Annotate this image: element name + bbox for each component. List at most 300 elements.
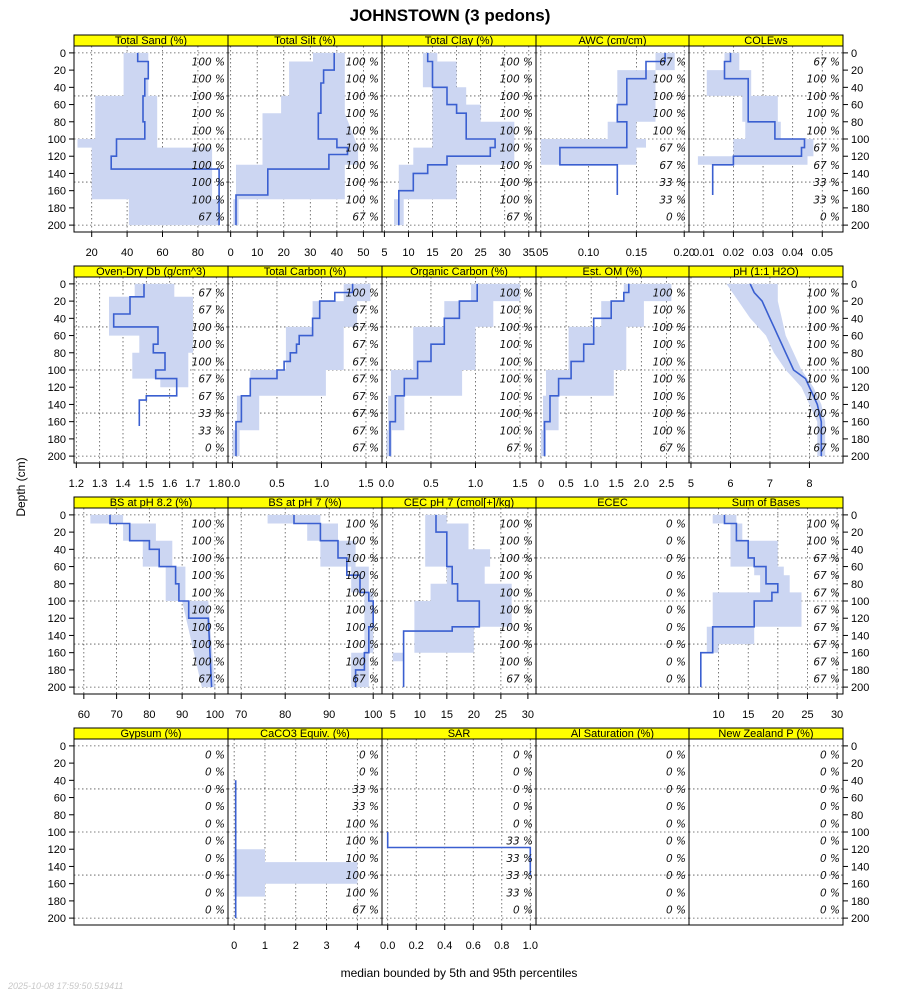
contributing-label: 67 % — [352, 408, 379, 421]
x-tick-label: 80 — [279, 709, 292, 721]
x-tick-label: 15 — [426, 247, 439, 259]
panel-title: SAR — [447, 728, 471, 740]
contributing-label: 67 % — [813, 604, 840, 617]
contributing-label: 100 % — [499, 425, 533, 438]
x-tick-label: 5 — [389, 709, 396, 721]
contributing-label: 100 % — [345, 587, 379, 600]
x-tick-label: 30 — [521, 709, 535, 721]
contributing-label: 67 % — [813, 621, 840, 634]
depth-tick-label-left: 140 — [47, 168, 66, 181]
contributing-label: 100 % — [806, 535, 840, 548]
contributing-label: 100 % — [499, 73, 533, 86]
contributing-label: 67 % — [352, 339, 379, 352]
contributing-label: 100 % — [499, 304, 533, 317]
contributing-label: 100 % — [499, 518, 533, 531]
contributing-label: 100 % — [652, 287, 686, 300]
x-tick-label: 1.2 — [68, 478, 84, 490]
depth-tick-label-left: 140 — [47, 861, 66, 874]
contributing-label: 100 % — [345, 656, 379, 669]
contributing-label: 100 % — [499, 321, 533, 334]
x-tick-label: 15 — [440, 709, 453, 721]
contributing-label: 67 % — [198, 304, 225, 317]
x-tick-label: 1 — [261, 940, 269, 952]
contributing-label: 100 % — [806, 408, 840, 421]
depth-tick-label-left: 0 — [59, 740, 66, 753]
depth-tick-label-right: 0 — [851, 509, 858, 522]
contributing-label: 0 % — [666, 518, 686, 531]
contributing-label: 100 % — [806, 304, 840, 317]
x-tick-label: 0.01 — [693, 247, 715, 259]
contributing-label: 100 % — [499, 108, 533, 121]
depth-tick-label-right: 200 — [851, 220, 870, 233]
depth-tick-label-left: 100 — [47, 596, 66, 608]
panel-title: Total Silt (%) — [274, 35, 336, 47]
x-tick-label: 15 — [742, 709, 755, 721]
x-tick-label: 30 — [304, 247, 317, 259]
depth-tick-label-left: 140 — [47, 399, 66, 412]
contributing-label: 67 % — [659, 56, 686, 69]
contributing-label: 33 % — [659, 177, 686, 190]
panel-title: CaCO3 Equiv. (%) — [260, 728, 350, 740]
depth-tick-label-left: 40 — [53, 544, 66, 557]
x-tick-label: 4 — [354, 940, 361, 952]
contributing-label: 67 % — [198, 211, 225, 224]
x-tick-label: 40 — [120, 247, 134, 259]
contributing-label: 67 % — [813, 570, 840, 583]
depth-tick-label-left: 160 — [47, 185, 66, 198]
contributing-label: 0 % — [513, 904, 533, 917]
contributing-label: 0 % — [666, 766, 686, 779]
contributing-label: 100 % — [191, 73, 225, 86]
contributing-label: 67 % — [813, 142, 840, 155]
contributing-label: 0 % — [513, 749, 533, 762]
contributing-label: 100 % — [191, 177, 225, 190]
depth-tick-label-left: 20 — [53, 65, 66, 78]
contributing-label: 100 % — [499, 142, 533, 155]
contributing-label: 0 % — [666, 656, 686, 669]
x-tick-label: 8 — [806, 478, 813, 490]
depth-tick-label-left: 100 — [47, 365, 66, 377]
x-tick-label: 90 — [323, 709, 336, 721]
contributing-label: 100 % — [806, 125, 840, 138]
depth-tick-label-right: 80 — [851, 578, 864, 591]
contributing-label: 0 % — [820, 749, 840, 762]
depth-tick-label-right: 120 — [851, 151, 870, 164]
panel-title: Total Carbon (%) — [263, 266, 347, 278]
panel-title: Oven-Dry Db (g/cm^3) — [96, 266, 206, 278]
contributing-label: 100 % — [499, 177, 533, 190]
x-tick-label: 0.20 — [673, 247, 695, 259]
x-tick-label: 10 — [413, 709, 426, 721]
depth-tick-label-left: 0 — [59, 509, 66, 522]
depth-tick-label-right: 60 — [851, 792, 864, 805]
depth-tick-label-left: 80 — [53, 809, 66, 822]
contributing-label: 33 % — [813, 177, 840, 190]
depth-tick-label-left: 180 — [47, 895, 66, 908]
contributing-label: 100 % — [499, 90, 533, 103]
x-tick-label: 0.0 — [378, 478, 395, 490]
contributing-label: 100 % — [652, 125, 686, 138]
contributing-label: 67 % — [506, 673, 533, 686]
contributing-label: 100 % — [499, 287, 533, 300]
timestamp: 2025-10-08 17:59:50.519411 — [8, 981, 124, 991]
contributing-label: 67 % — [352, 321, 379, 334]
depth-tick-label-right: 180 — [851, 664, 870, 677]
contributing-label: 100 % — [499, 639, 533, 652]
depth-tick-label-left: 120 — [47, 382, 66, 395]
depth-tick-label-right: 120 — [851, 613, 870, 626]
contributing-label: 100 % — [499, 570, 533, 583]
depth-tick-label-left: 100 — [47, 134, 66, 146]
contributing-label: 100 % — [652, 425, 686, 438]
contributing-label: 0 % — [513, 783, 533, 796]
contributing-label: 0 % — [666, 535, 686, 548]
panel-title: pH (1:1 H2O) — [733, 266, 799, 278]
contributing-label: 0 % — [666, 835, 686, 848]
contributing-label: 100 % — [499, 408, 533, 421]
contributing-label: 0 % — [359, 749, 379, 762]
contributing-label: 100 % — [499, 356, 533, 369]
x-tick-label: 20 — [771, 709, 784, 721]
depth-tick-label-left: 200 — [47, 682, 66, 695]
x-tick-label: 80 — [143, 709, 156, 721]
x-tick-label: 10 — [712, 709, 725, 721]
contributing-label: 100 % — [806, 321, 840, 334]
contributing-label: 100 % — [345, 177, 379, 190]
panel-title: Gypsum (%) — [120, 728, 182, 740]
contributing-label: 33 % — [198, 425, 225, 438]
x-tick-label: 0 — [227, 247, 234, 259]
x-tick-label: 2.5 — [658, 478, 675, 490]
contributing-label: 0 % — [513, 801, 533, 814]
contributing-label: 0 % — [666, 211, 686, 224]
contributing-label: 100 % — [652, 304, 686, 317]
depth-tick-label-left: 80 — [53, 578, 66, 591]
contributing-label: 67 % — [352, 442, 379, 455]
depth-tick-label-right: 120 — [851, 844, 870, 857]
contributing-label: 0 % — [820, 801, 840, 814]
contributing-label: 100 % — [345, 870, 379, 883]
contributing-label: 0 % — [666, 801, 686, 814]
contributing-label: 100 % — [345, 194, 379, 207]
depth-tick-label-right: 100 — [851, 365, 870, 377]
panel-title: Sum of Bases — [731, 497, 801, 509]
x-tick-label: 90 — [176, 709, 189, 721]
contributing-label: 33 % — [506, 887, 533, 900]
x-tick-label: 0.02 — [722, 247, 745, 259]
x-tick-label: 0.4 — [437, 940, 453, 952]
contributing-label: 67 % — [813, 159, 840, 172]
contributing-label: 0 % — [820, 887, 840, 900]
contributing-label: 0 % — [666, 587, 686, 600]
contributing-label: 100 % — [499, 56, 533, 69]
contributing-label: 33 % — [198, 408, 225, 421]
contributing-label: 0 % — [205, 442, 225, 455]
y-axis-label: Depth (cm) — [14, 457, 28, 517]
contributing-label: 100 % — [499, 587, 533, 600]
depth-tick-label-left: 0 — [59, 278, 66, 291]
contributing-label: 0 % — [205, 852, 225, 865]
x-tick-label: 25 — [801, 709, 814, 721]
depth-tick-label-right: 140 — [851, 168, 870, 181]
contributing-label: 100 % — [499, 373, 533, 386]
chart-title: JOHNSTOWN (3 pedons) — [349, 6, 551, 25]
depth-tick-label-left: 200 — [47, 220, 66, 233]
contributing-label: 0 % — [666, 870, 686, 883]
depth-tick-label-right: 20 — [851, 65, 864, 78]
x-tick-label: 1.7 — [185, 478, 201, 490]
panel-title: Est. OM (%) — [582, 266, 643, 278]
contributing-label: 100 % — [191, 656, 225, 669]
depth-tick-label-left: 120 — [47, 844, 66, 857]
contributing-label: 67 % — [198, 390, 225, 403]
contributing-label: 67 % — [506, 211, 533, 224]
contributing-label: 0 % — [666, 904, 686, 917]
contributing-label: 100 % — [806, 108, 840, 121]
contributing-label: 0 % — [820, 783, 840, 796]
x-tick-label: 20 — [85, 247, 98, 259]
x-tick-label: 1.5 — [512, 478, 528, 490]
contributing-label: 0 % — [205, 887, 225, 900]
depth-tick-label-right: 40 — [851, 775, 864, 788]
panel-title: BS at pH 8.2 (%) — [109, 497, 193, 509]
contributing-label: 100 % — [652, 73, 686, 86]
contributing-label: 100 % — [345, 835, 379, 848]
contributing-label: 100 % — [345, 108, 379, 121]
depth-tick-label-right: 140 — [851, 630, 870, 643]
contributing-label: 100 % — [191, 535, 225, 548]
contributing-label: 67 % — [198, 673, 225, 686]
contributing-label: 100 % — [191, 587, 225, 600]
x-tick-label: 1.5 — [138, 478, 154, 490]
contributing-label: 0 % — [820, 904, 840, 917]
contributing-label: 100 % — [345, 125, 379, 138]
x-tick-label: 35 — [522, 247, 535, 259]
contributing-label: 100 % — [499, 339, 533, 352]
x-tick-label: 20 — [277, 247, 290, 259]
depth-tick-label-right: 100 — [851, 827, 870, 839]
contributing-label: 0 % — [666, 783, 686, 796]
depth-tick-label-right: 0 — [851, 278, 858, 291]
contributing-label: 33 % — [352, 801, 379, 814]
contributing-label: 0 % — [666, 552, 686, 565]
depth-tick-label-right: 60 — [851, 561, 864, 574]
contributing-label: 100 % — [499, 125, 533, 138]
x-tick-label: 0.2 — [408, 940, 424, 952]
depth-tick-label-right: 80 — [851, 809, 864, 822]
contributing-label: 100 % — [345, 90, 379, 103]
contributing-label: 100 % — [652, 356, 686, 369]
contributing-label: 100 % — [345, 639, 379, 652]
depth-tick-label-right: 160 — [851, 878, 870, 891]
contributing-label: 33 % — [506, 835, 533, 848]
x-tick-label: 0.03 — [752, 247, 774, 259]
x-tick-label: 1.0 — [313, 478, 330, 490]
panel-title: BS at pH 7 (%) — [268, 497, 342, 509]
depth-tick-label-left: 60 — [53, 792, 66, 805]
contributing-label: 67 % — [198, 373, 225, 386]
x-tick-label: 0.0 — [380, 940, 396, 952]
depth-tick-label-left: 100 — [47, 827, 66, 839]
contributing-label: 0 % — [666, 604, 686, 617]
x-tick-label: 0.8 — [494, 940, 510, 952]
contributing-label: 0 % — [205, 801, 225, 814]
depth-tick-label-left: 200 — [47, 913, 66, 926]
depth-tick-label-right: 160 — [851, 185, 870, 198]
contributing-label: 100 % — [806, 339, 840, 352]
contributing-label: 0 % — [820, 835, 840, 848]
depth-tick-label-right: 200 — [851, 913, 870, 926]
contributing-label: 0 % — [666, 621, 686, 634]
contributing-label: 100 % — [652, 339, 686, 352]
contributing-label: 0 % — [820, 766, 840, 779]
contributing-label: 100 % — [499, 604, 533, 617]
depth-tick-label-right: 160 — [851, 416, 870, 429]
contributing-label: 0 % — [820, 818, 840, 831]
contributing-label: 100 % — [345, 570, 379, 583]
contributing-label: 0 % — [666, 852, 686, 865]
contributing-label: 100 % — [499, 552, 533, 565]
contributing-label: 100 % — [499, 390, 533, 403]
depth-tick-label-right: 180 — [851, 433, 870, 446]
contributing-label: 100 % — [191, 194, 225, 207]
contributing-label: 0 % — [205, 749, 225, 762]
depth-tick-label-right: 140 — [851, 861, 870, 874]
contributing-label: 100 % — [345, 142, 379, 155]
panel-title: New Zealand P (%) — [718, 728, 814, 740]
contributing-label: 100 % — [191, 570, 225, 583]
contributing-label: 100 % — [191, 159, 225, 172]
contributing-label: 67 % — [813, 639, 840, 652]
contributing-label: 33 % — [506, 852, 533, 865]
depth-tick-label-right: 180 — [851, 202, 870, 215]
contributing-label: 0 % — [666, 673, 686, 686]
depth-tick-label-right: 0 — [851, 740, 858, 753]
contributing-label: 100 % — [191, 108, 225, 121]
contributing-label: 100 % — [652, 408, 686, 421]
x-tick-label: 1.0 — [583, 478, 599, 490]
panel-title: ECEC — [597, 497, 628, 509]
panel-title: Al Saturation (%) — [570, 728, 655, 740]
depth-tick-label-right: 80 — [851, 116, 864, 129]
contributing-label: 33 % — [506, 870, 533, 883]
contributing-label: 100 % — [806, 390, 840, 403]
contributing-label: 67 % — [352, 304, 379, 317]
contributing-label: 100 % — [499, 159, 533, 172]
depth-tick-label-left: 60 — [53, 330, 66, 343]
contributing-label: 67 % — [813, 56, 840, 69]
contributing-label: 67 % — [352, 356, 379, 369]
x-tick-label: 70 — [110, 709, 123, 721]
x-tick-label: 0.15 — [625, 247, 648, 259]
x-tick-label: 0.0 — [224, 478, 241, 490]
x-tick-label: 1.6 — [162, 478, 178, 490]
x-tick-label: 6 — [727, 478, 734, 490]
x-tick-label: 7 — [766, 478, 774, 490]
depth-tick-label-left: 180 — [47, 664, 66, 677]
contributing-label: 0 % — [820, 211, 840, 224]
depth-tick-label-left: 80 — [53, 116, 66, 129]
contributing-label: 0 % — [205, 870, 225, 883]
contributing-label: 100 % — [345, 887, 379, 900]
contributing-label: 100 % — [806, 90, 840, 103]
x-tick-label: 25 — [474, 247, 487, 259]
panel-title: Total Clay (%) — [424, 35, 494, 47]
contributing-label: 100 % — [652, 390, 686, 403]
depth-tick-label-left: 40 — [53, 313, 66, 326]
x-tick-label: 0.5 — [558, 478, 574, 490]
depth-tick-label-right: 100 — [851, 134, 870, 146]
contributing-label: 100 % — [806, 425, 840, 438]
contributing-label: 67 % — [813, 587, 840, 600]
depth-tick-label-right: 60 — [851, 330, 864, 343]
panel-title: Total Sand (%) — [114, 35, 188, 47]
contributing-label: 100 % — [191, 90, 225, 103]
depth-tick-label-left: 20 — [53, 527, 66, 540]
contributing-label: 0 % — [205, 766, 225, 779]
contributing-label: 67 % — [198, 287, 225, 300]
x-axis-label: median bounded by 5th and 95th percentiles — [340, 966, 578, 980]
x-tick-label: 100 — [205, 709, 225, 721]
contributing-label: 100 % — [191, 339, 225, 352]
panel-title: COLEws — [744, 35, 788, 47]
depth-tick-label-left: 40 — [53, 82, 66, 95]
x-tick-label: 80 — [191, 247, 205, 259]
contributing-label: 100 % — [806, 373, 840, 386]
depth-tick-label-right: 20 — [851, 527, 864, 540]
depth-tick-label-left: 180 — [47, 202, 66, 215]
depth-tick-label-left: 20 — [53, 758, 66, 771]
contributing-label: 0 % — [205, 904, 225, 917]
contributing-label: 0 % — [513, 766, 533, 779]
contributing-label: 0 % — [666, 818, 686, 831]
depth-tick-label-right: 180 — [851, 895, 870, 908]
panel-title: AWC (cm/cm) — [578, 35, 647, 47]
x-tick-label: 2 — [292, 940, 299, 952]
x-tick-label: 30 — [830, 709, 844, 721]
x-tick-label: 1.5 — [358, 478, 374, 490]
depth-tick-label-right: 40 — [851, 82, 864, 95]
contributing-label: 67 % — [813, 442, 840, 455]
depth-tick-label-right: 80 — [851, 347, 864, 360]
contributing-label: 100 % — [806, 356, 840, 369]
contributing-label: 67 % — [352, 425, 379, 438]
contributing-label: 0 % — [513, 818, 533, 831]
contributing-label: 100 % — [191, 639, 225, 652]
x-tick-label: .05 — [533, 247, 549, 259]
contributing-label: 100 % — [499, 535, 533, 548]
x-tick-label: 0.05 — [811, 247, 833, 259]
contributing-label: 33 % — [659, 194, 686, 207]
depth-tick-label-left: 40 — [53, 775, 66, 788]
x-tick-label: 40 — [330, 247, 343, 259]
depth-tick-label-left: 160 — [47, 647, 66, 660]
contributing-label: 100 % — [499, 621, 533, 634]
x-tick-label: 25 — [494, 709, 508, 721]
contributing-label: 100 % — [652, 373, 686, 386]
panel-title: CEC pH 7 (cmol[+]/kg) — [403, 497, 515, 509]
x-tick-label: 3 — [323, 940, 330, 952]
contributing-label: 67 % — [659, 159, 686, 172]
x-tick-label: 70 — [235, 709, 248, 721]
contributing-label: 0 % — [820, 852, 840, 865]
contributing-label: 100 % — [191, 56, 225, 69]
contributing-label: 100 % — [652, 321, 686, 334]
depth-tick-label-right: 20 — [851, 758, 864, 771]
x-tick-label: 10 — [402, 247, 415, 259]
contributing-label: 67 % — [659, 142, 686, 155]
contributing-label: 0 % — [666, 570, 686, 583]
